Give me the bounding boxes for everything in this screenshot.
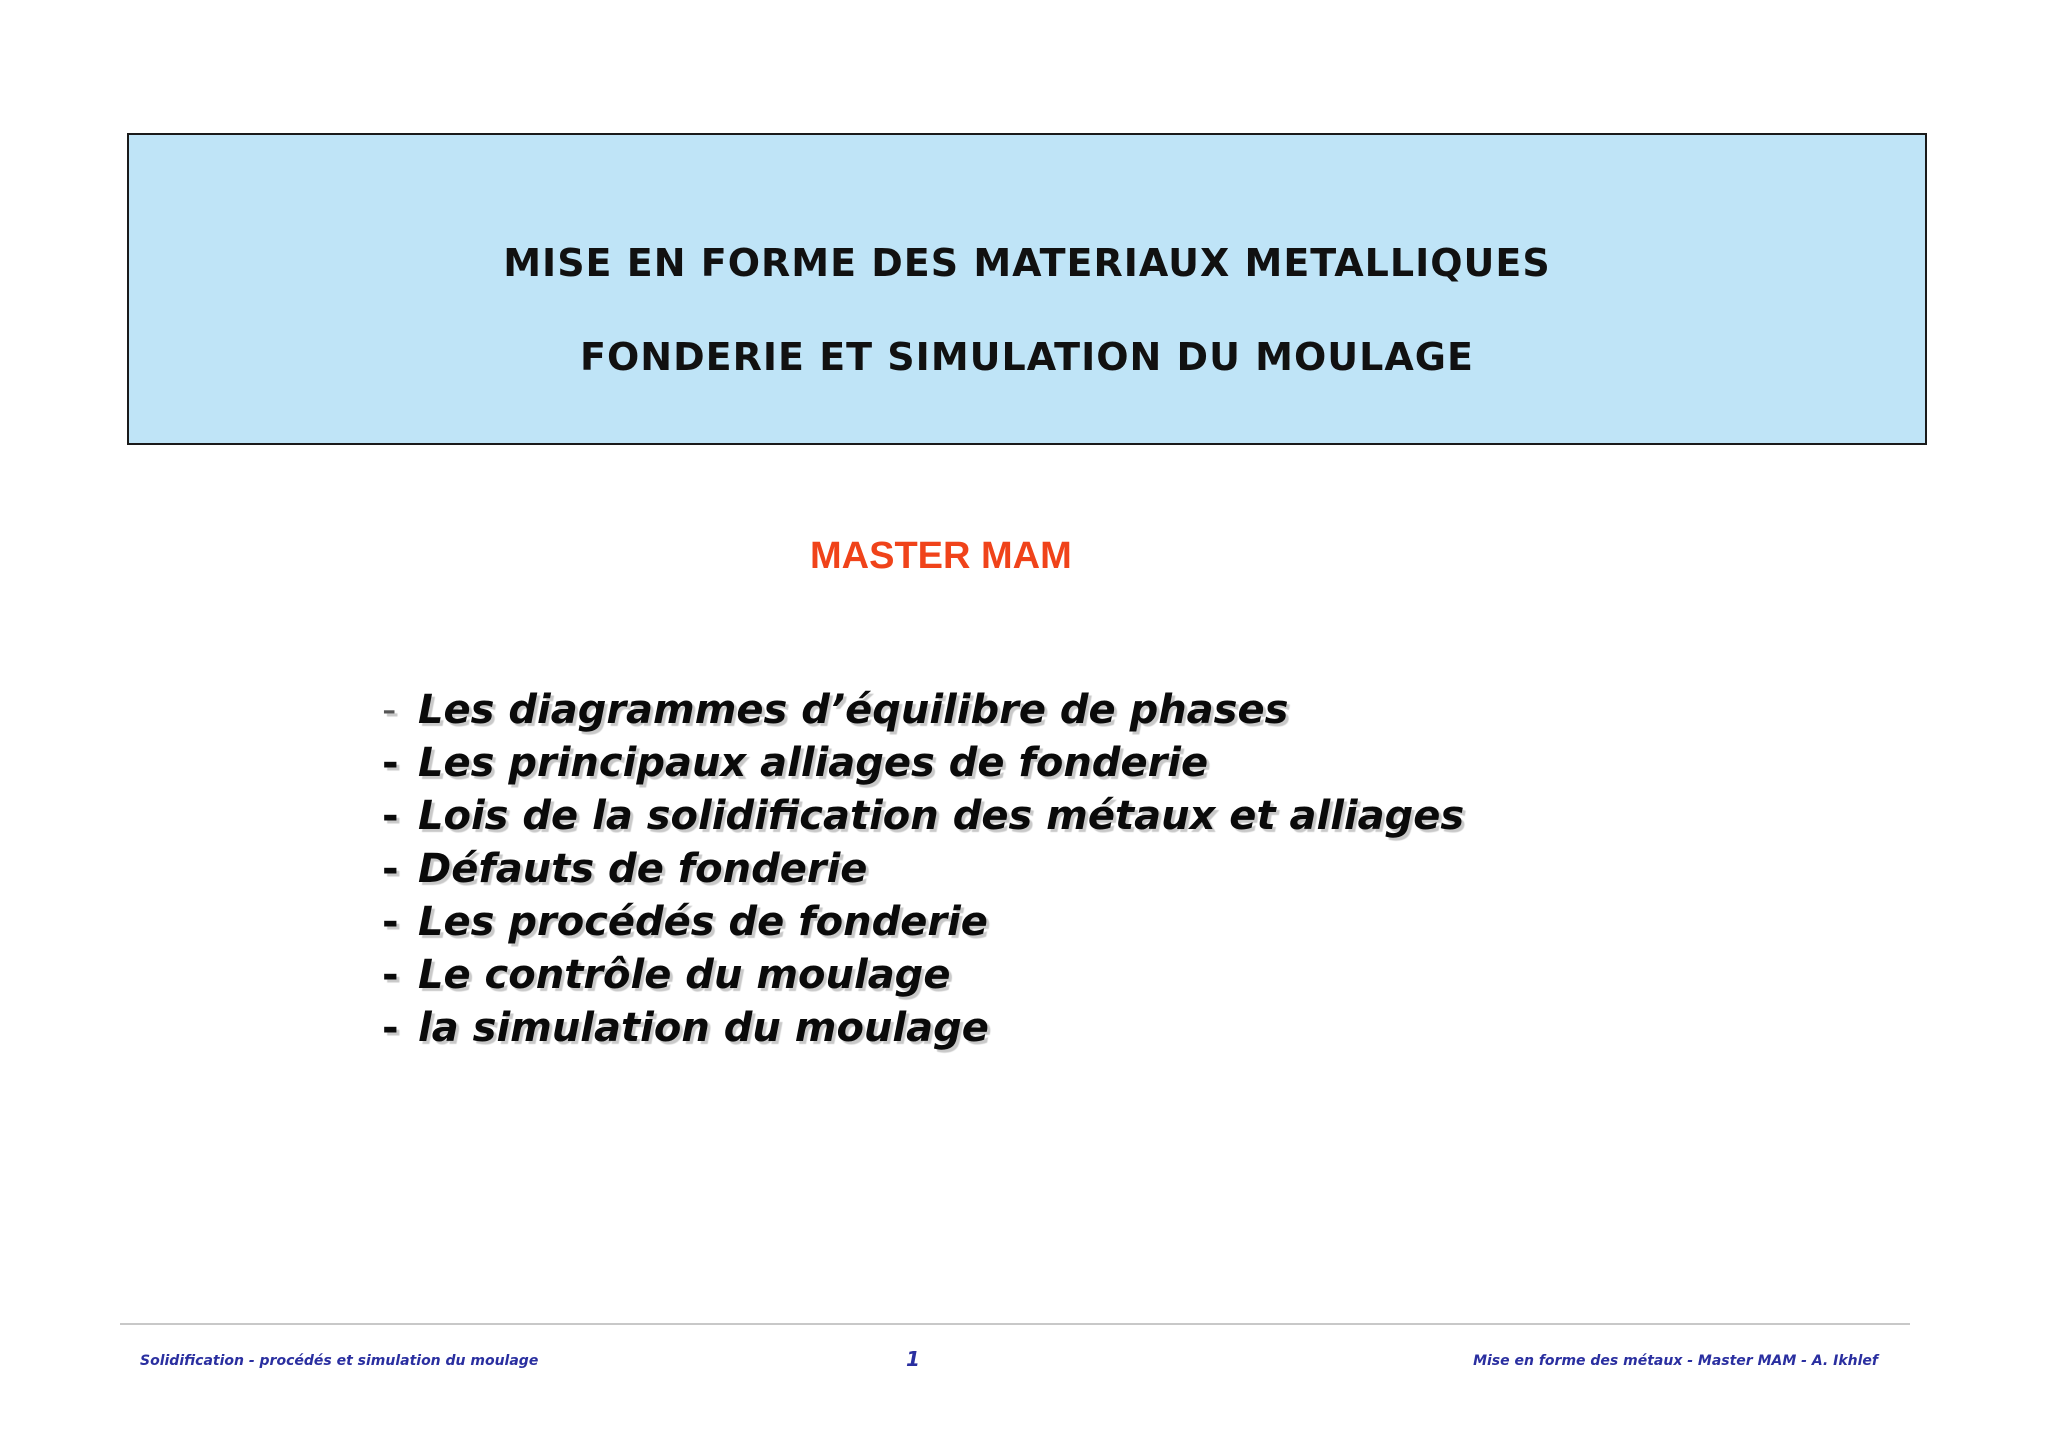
list-item-text: Les diagrammes d’équilibre de phases — [418, 687, 1289, 733]
list-dash: - — [382, 899, 399, 945]
list-item — [382, 896, 1464, 949]
footer-right: Mise en forme des métaux - Master MAM - A. Ikhlef — [1473, 1353, 1878, 1369]
list-item-text: Lois de la solidification des métaux et alliages — [418, 793, 1465, 839]
list-item — [382, 843, 1464, 896]
list-item — [382, 949, 1464, 1002]
list-item-text: Les procédés de fonderie — [418, 899, 988, 945]
list-item — [382, 684, 1464, 737]
list-item-text: Défauts de fonderie — [418, 846, 868, 892]
list-dash: - — [382, 846, 399, 892]
footer-left: Solidification - procédés et simulation du moulage — [140, 1353, 539, 1369]
list-dash: - — [382, 687, 397, 733]
list-dash: - — [382, 740, 399, 786]
title-line-1: MISE EN FORME DES MATERIAUX METALLIQUES — [503, 241, 1551, 285]
list-item-text: la simulation du moulage — [418, 1005, 989, 1051]
list-dash: - — [382, 793, 399, 839]
list-dash: - — [382, 952, 399, 998]
subtitle: MASTER MAM — [810, 535, 1072, 577]
list-item — [382, 737, 1464, 790]
page-number: 1 — [906, 1347, 920, 1371]
list-item — [382, 1002, 1464, 1055]
list-item-text: Les principaux alliages de fonderie — [418, 740, 1209, 786]
title-line-2: FONDERIE ET SIMULATION DU MOULAGE — [580, 335, 1474, 379]
topic-list — [382, 684, 1464, 1055]
list-item — [382, 790, 1464, 843]
list-item-text: Le contrôle du moulage — [418, 952, 951, 998]
title-box — [127, 133, 1927, 445]
list-dash: - — [382, 1005, 399, 1051]
footer-divider — [120, 1323, 1910, 1325]
